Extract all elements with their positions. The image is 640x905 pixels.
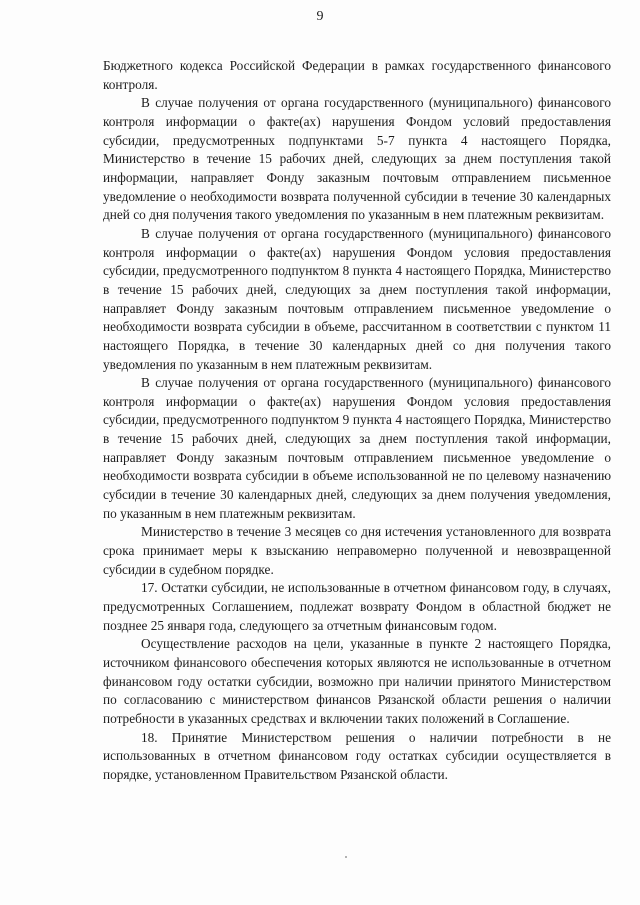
paragraph-continuation: Бюджетного кодекса Российской Федерации в рамках государственного финансового контроля.: [103, 58, 611, 92]
scan-speck: [345, 856, 347, 858]
document-body: [103, 57, 611, 785]
paragraph-unused-balance-spending: Осуществление расходов на цели, указанные в пункте 2 настоящего Порядка, источником финансового обеспечения которых являются не использованные в отчетном финансовом году остатки субсидии, возможно при наличии принятого Министерством по согласованию с министерством финансов Рязанской области решения о наличии потребности в указанных средствах и включении таких положений в Соглашение.: [103, 636, 611, 726]
paragraph-refund-subsidy-8: В случае получения от органа государственного (муниципального) финансового контроля информации о факте(ах) нарушения Фондом условия предоставления субсидии, предусмотренного подпунктом 8 пункта 4 настоящего Порядка, Министерство в течение 15 рабочих дней, следующих за днем поступления такой информации, направляет Фонду заказным почтовым отправлением письменное уведомление о необходимости возврата субсидии в объеме, рассчитанном в соответствии с пунктом 11 настоящего Порядка, в течение 30 календарных дней со дня получения такого уведомления по указанным в нем платежным реквизитам.: [103, 225, 611, 372]
paragraph-item-18: 18. Принятие Министерством решения о наличии потребности в не использованных в отчетном финансовом году остатках субсидии осуществляется в порядке, установленном Правительством Рязанской области.: [103, 729, 611, 782]
page-number: 9: [316, 9, 324, 24]
paragraph-item-17: 17. Остатки субсидии, не использованные в отчетном финансовом году, в случаях, предусмотренных Соглашением, подлежат возврату Фондом в областной бюджет не позднее 25 января года, следующего за отчетным финансовым годом.: [103, 580, 611, 633]
paragraph-refund-subsidy-5-7: В случае получения от органа государственного (муниципального) финансового контроля информации о факте(ах) нарушения Фондом условий предоставления субсидии, предусмотренных подпунктами 5-7 пункта 4 настоящего Порядка, Министерство в течение 15 рабочих дней, следующих за днем поступления такой информации, направляет Фонду заказным почтовым отправлением письменное уведомление о необходимости возврата полученной субсидии в течение 30 календарных дней со дня получения такого уведомления по указанным в нем платежным реквизитам.: [103, 95, 611, 223]
paragraph-court-recovery: Министерство в течение 3 месяцев со дня истечения установленного для возврата срока принимает меры к взысканию неправомерно полученной и невозвращенной субсидии в судебном порядке.: [103, 524, 611, 577]
paragraph-refund-subsidy-9: В случае получения от органа государственного (муниципального) финансового контроля информации о факте(ах) нарушения Фондом условия предоставления субсидии, предусмотренного подпунктом 9 пункта 4 настоящего Порядка, Министерство в течение 15 рабочих дней, следующих за днем поступления такой информации, направляет Фонду заказным почтовым отправлением письменное уведомление о необходимости возврата субсидии в объеме использованной не по целевому назначению субсидии в течение 30 календарных дней, следующих за днем получения уведомления, по указанным в нем платежным реквизитам.: [103, 375, 611, 521]
